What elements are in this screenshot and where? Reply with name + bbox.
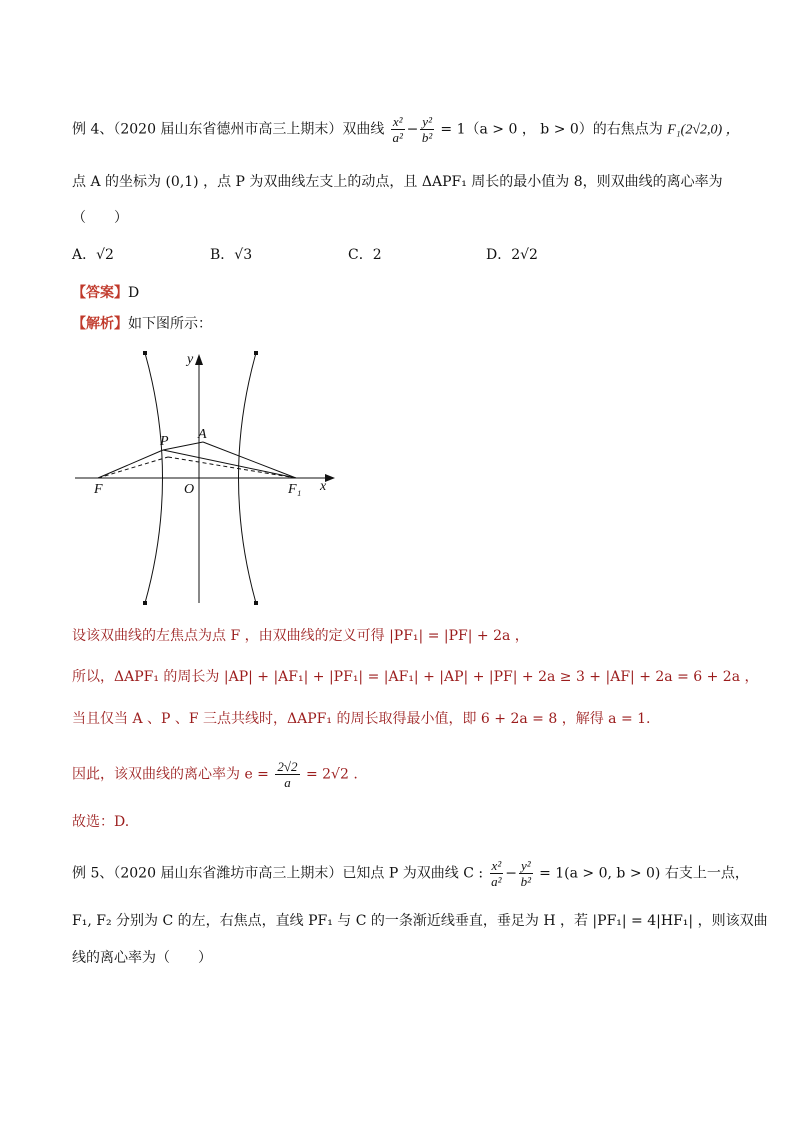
example-4-focus: F₁(2√2,0) ， bbox=[667, 122, 740, 138]
example-4-line-2: 点 A 的坐标为 (0,1) ，点 P 为双曲线左支上的动点，且 ΔAPF₁ 周长的最小值为 8，则双曲线的离心率为 bbox=[72, 174, 723, 190]
y-axis-arrow bbox=[195, 354, 203, 365]
example-4-prefix: 例 4、（2020 届山东省德州市高三上期末）双曲线 bbox=[72, 121, 385, 138]
answer-label: 【答案】 bbox=[72, 285, 128, 301]
fraction-y2-b2-ex5: $\frac{\text{y²}}{\text{b²}}$ bbox=[520, 858, 531, 889]
example-5-line-2: F₁, F₂ 分别为 C 的左，右焦点，直线 PF₁ 与 C 的一条渐近线垂直，垂足为 H ，若 |PF₁| = 4|HF₁| ，则该双曲 bbox=[72, 913, 768, 929]
example-4-paren: （ ） bbox=[72, 210, 128, 226]
option-a: A．√2 bbox=[72, 247, 114, 263]
segment-f-p bbox=[98, 450, 163, 478]
fraction-x2-a2-ex5: $\frac{\text{x²}}{\text{a²}}$ bbox=[491, 858, 502, 889]
analysis-line bbox=[72, 314, 212, 334]
label-p: P bbox=[160, 434, 169, 449]
label-a: A bbox=[198, 427, 207, 442]
solution-line-1: 设该双曲线的左焦点为点 F ，由双曲线的定义可得 |PF₁| = |PF| + 2a ， bbox=[72, 628, 529, 644]
solution-line-2: 所以，ΔAPF₁ 的周长为 |AP| + |AF₁| + |PF₁| = |AF₁| + |AP| + |PF| + 2a ≥ 3 + |AF| + 2a = 6 + 2a ， bbox=[72, 669, 759, 685]
eccentricity-fraction: $\frac{2√2}{a}$ bbox=[277, 759, 298, 790]
solution-conclusion: 故选：D. bbox=[72, 814, 130, 830]
analysis-text: 如下图所示： bbox=[128, 316, 212, 332]
example-4-equation: = 1（a > 0 ， b > 0）的右焦点为 bbox=[440, 121, 663, 138]
hyperbola-figure bbox=[70, 345, 340, 610]
segment-a-f1 bbox=[203, 442, 296, 478]
x-axis-arrow bbox=[325, 474, 335, 482]
option-c: C．2 bbox=[348, 247, 382, 263]
answer-value: D bbox=[128, 285, 140, 301]
left-bottom-endpoint bbox=[143, 601, 147, 605]
answer-line bbox=[72, 283, 139, 303]
label-x: x bbox=[320, 479, 327, 494]
segment-p-a bbox=[163, 442, 203, 450]
solution-line-3: 当且仅当 A 、P 、F 三点共线时，ΔAPF₁ 的周长取得最小值，即 6 + 2a = 8 ，解得 a = 1. bbox=[72, 711, 651, 727]
dashed-f-a bbox=[98, 457, 168, 478]
segment-p-f1 bbox=[163, 450, 296, 478]
option-b: B．√3 bbox=[210, 247, 253, 263]
example-5-prefix: 例 5、（2020 届山东省潍坊市高三上期末）已知点 P 为双曲线 C : bbox=[72, 865, 484, 882]
fraction-y2-b2: $\frac{\text{y²}}{\text{b²}}$ bbox=[421, 114, 433, 145]
option-d: D．2√2 bbox=[486, 247, 538, 263]
label-y: y bbox=[187, 352, 194, 367]
left-top-endpoint bbox=[143, 351, 147, 355]
right-top-endpoint bbox=[254, 351, 258, 355]
dashed-a-f1 bbox=[168, 457, 296, 478]
label-o: O bbox=[184, 482, 195, 497]
right-bottom-endpoint bbox=[254, 601, 258, 605]
example-5-line-3: 线的离心率为（ ） bbox=[72, 950, 212, 966]
solution-line-4: 因此，该双曲线的离心率为 e = $\frac{2√2}{a}$ = 2√2 . bbox=[72, 759, 358, 790]
fraction-x2-a2: $\frac{\text{x²}}{\text{a²}}$ bbox=[392, 114, 403, 145]
label-f1: F₁ bbox=[288, 482, 302, 497]
analysis-label: 【解析】 bbox=[72, 316, 128, 332]
example-5-stem: 例 5、（2020 届山东省潍坊市高三上期末）已知点 P 为双曲线 C : $\frac{\text{x²}}{\text{a²}}$ − $\frac{\text{y²}}{\text{b²}}$ = 1(a > 0, b > 0) 右支上一点， bbox=[72, 858, 749, 889]
example-5-equation: = 1(a > 0, b > 0) 右支上一点， bbox=[539, 865, 749, 882]
example-4-stem: 例 4、（2020 届山东省德州市高三上期末）双曲线 $\frac{\text{x²}}{\text{a²}}$ − $\frac{\text{y²}}{\text{b²}}$ = 1（a > 0 ， b > 0）的右焦点为 F₁(2√2,0) ， bbox=[72, 114, 740, 145]
label-f: F bbox=[94, 482, 103, 497]
